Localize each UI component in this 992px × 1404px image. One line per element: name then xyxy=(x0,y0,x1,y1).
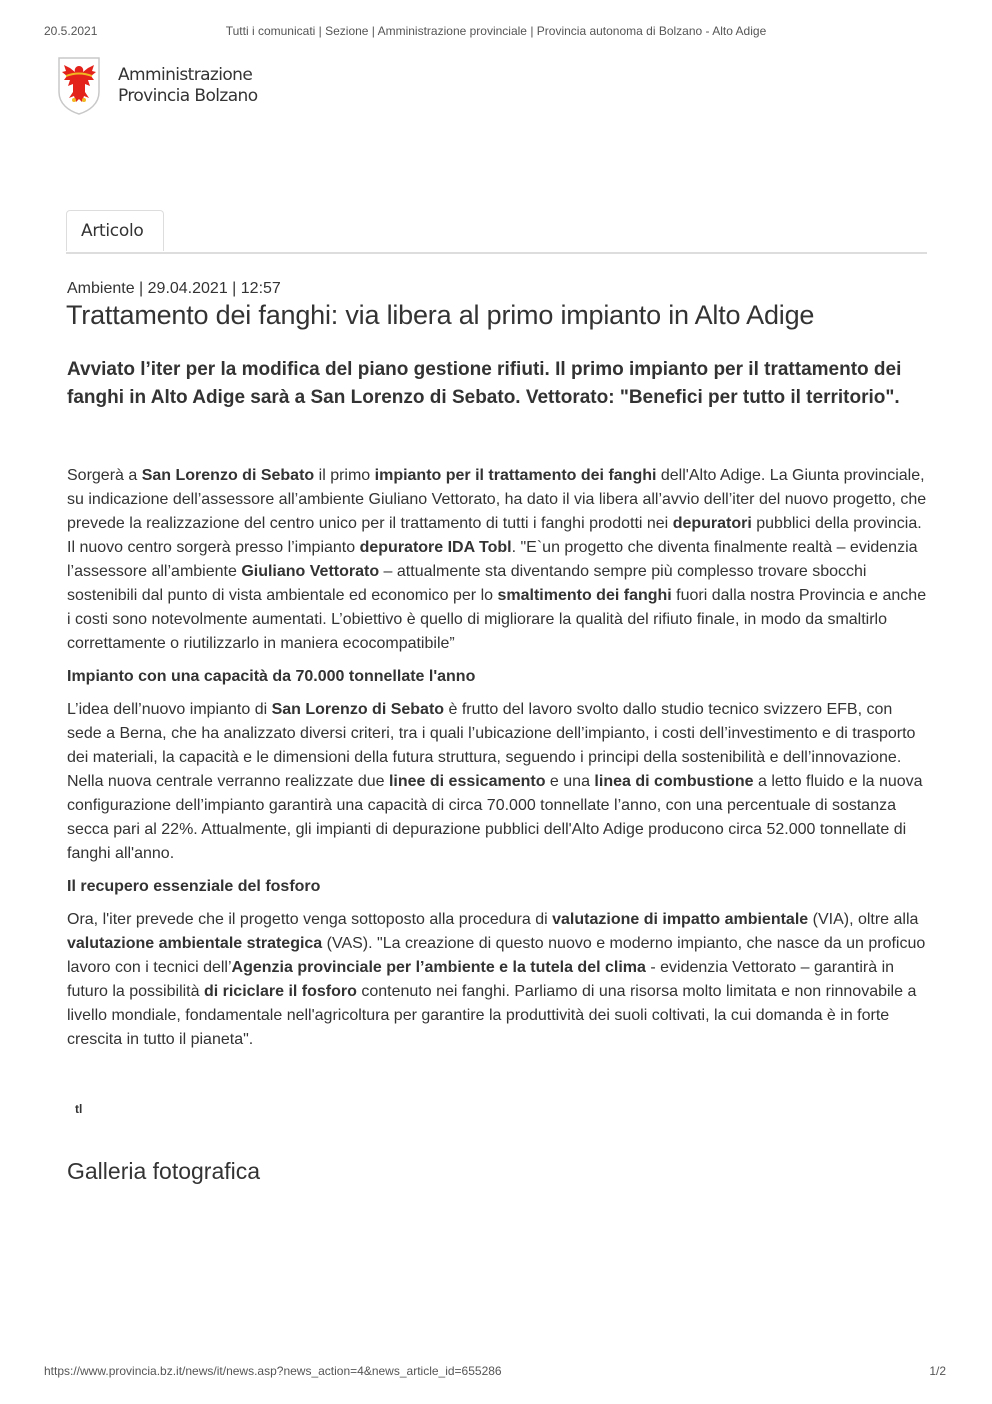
article-lead: Avviato l’iter per la modifica del piano gestione rifiuti. Il primo impianto per il trattamento dei fanghi in Alto Adige sarà a San Lorenzo di Sebato. Vettorato: "Benefici per tutto il territorio". xyxy=(67,359,902,408)
tab-articolo[interactable]: Articolo xyxy=(66,210,164,251)
bold-text: smaltimento dei fanghi xyxy=(497,587,672,604)
bold-text: valutazione ambientale strategica xyxy=(67,935,323,952)
bold-text: impianto per il trattamento dei fanghi xyxy=(374,467,657,484)
text-run: il primo xyxy=(314,467,375,484)
text-run: dell'Alto Adige. La Giunta provinciale, su indicazione dell’assessore all’ambiente Giuliano Vettorato, ha dato il via libera all’avvio dell’iter del nuovo progetto, che prevede la realizzazione del centro unico per il trattamento di tutti i fanghi prodotti nei xyxy=(67,467,927,532)
gallery-heading: Galleria fotografica xyxy=(67,1158,261,1184)
bold-text: linee di essicamento xyxy=(388,773,546,790)
article-meta: Ambiente | 29.04.2021 | 12:57 xyxy=(67,280,281,297)
text-run: fuori dalla nostra Provincia e anche i costi sono notevolmente aumentati. L’obiettivo è quello di migliorare la qualità del rifiuto finale, in modo da smaltirlo correttamente o riutilizzarlo in maniera ecocompatibile” xyxy=(67,587,927,652)
text-run: contenuto nei fanghi. Parliamo di una risorsa molto limitata e non rinnovabile a livello mondiale, fondamentale nell'agricoltura per garantire la produttività dei suoli coltivati, la cui domanda è in forte crescita in tutto il pianeta". xyxy=(67,983,917,1048)
paragraph-2 xyxy=(67,698,927,866)
text-run: e una xyxy=(545,773,595,790)
bold-text: Giuliano Vettorato xyxy=(241,563,380,580)
print-page-number: 1/2 xyxy=(929,1364,946,1378)
bold-text: depuratori xyxy=(672,515,752,532)
text-run: (VAS). "La creazione di questo nuovo e moderno impianto, che nasce da un proficuo lavoro con i tecnici dell’ xyxy=(67,935,926,976)
bold-text: Agenzia provinciale per l’ambiente e la tutela del clima xyxy=(231,959,646,976)
site-logo[interactable] xyxy=(56,56,258,116)
print-date: 20.5.2021 xyxy=(44,24,98,38)
print-header xyxy=(0,24,992,40)
text-run: . "E`un progetto che diventa finalmente realtà – evidenzia l’assessore all’ambiente xyxy=(67,539,918,580)
subheading-capacity: Impianto con una capacità da 70.000 tonnellate l'anno xyxy=(67,668,476,685)
article-body xyxy=(67,464,927,1061)
text-run: (VIA), oltre alla xyxy=(808,911,919,928)
tab-bar xyxy=(66,210,927,254)
text-run: pubblici della provincia. Il nuovo centro sorgerà presso l’impianto xyxy=(67,515,922,556)
article-title: Trattamento dei fanghi: via libera al primo impianto in Alto Adige xyxy=(66,300,815,330)
text-run: L’idea dell’nuovo impianto di xyxy=(67,701,272,718)
bold-text: San Lorenzo di Sebato xyxy=(271,701,445,718)
text-run: a letto fluido e la nuova configurazione dell’impianto garantirà una capacità di circa 70.000 tonnellate l’anno, con una percentuale di sostanza secca pari al 22%. Attualmente, gli impianti di depurazione pubblici dell'Alto Adige producono circa 52.000 tonnellate di fanghi all'anno. xyxy=(67,773,923,862)
print-page-title: Tutti i comunicati | Sezione | Amministrazione provinciale | Provincia autonoma di Bolzano - Alto Adige xyxy=(225,24,767,38)
author-signature: tl xyxy=(75,1102,83,1116)
coat-of-arms-icon xyxy=(56,56,102,116)
logo-text xyxy=(118,65,258,107)
text-run: Sorgerà a xyxy=(67,467,142,484)
subheading-phosphorus: Il recupero essenziale del fosforo xyxy=(67,878,321,895)
text-run: - evidenzia Vettorato – garantirà in futuro la possibilità xyxy=(67,959,895,1000)
bold-text: San Lorenzo di Sebato xyxy=(141,467,315,484)
bold-text: depuratore IDA Tobl xyxy=(359,539,512,556)
text-run: è frutto del lavoro svolto dallo studio tecnico svizzero EFB, con sede a Berna, che ha analizzato diversi criteri, tra i quali l’ubicazione dell’impianto, i costi dell’investimento e di trasporto dei materiali, la capacità e le dimensioni della futura struttura, seguendo i principi della sostenibilità e dell’innovazione. Nella nuova centrale verranno realizzate due xyxy=(67,701,916,790)
print-url: https://www.provincia.bz.it/news/it/news.asp?news_action=4&news_article_id=655286 xyxy=(44,1364,502,1378)
text-run: Ora, l'iter prevede che il progetto venga sottoposto alla procedura di xyxy=(67,911,553,928)
paragraph-3 xyxy=(67,908,927,1052)
bold-text: valutazione di impatto ambientale xyxy=(552,911,809,928)
logo-line-1: Amministrazione xyxy=(118,65,253,85)
logo-line-2: Provincia Bolzano xyxy=(118,86,258,106)
text-run: – attualmente sta diventando sempre più complesso trovare sbocchi sostenibili dal punto di vista ambientale ed economico per lo xyxy=(67,563,867,604)
bold-text: linea di combustione xyxy=(594,773,754,790)
bold-text: di riciclare il fosforo xyxy=(203,983,357,1000)
paragraph-1 xyxy=(67,464,927,656)
